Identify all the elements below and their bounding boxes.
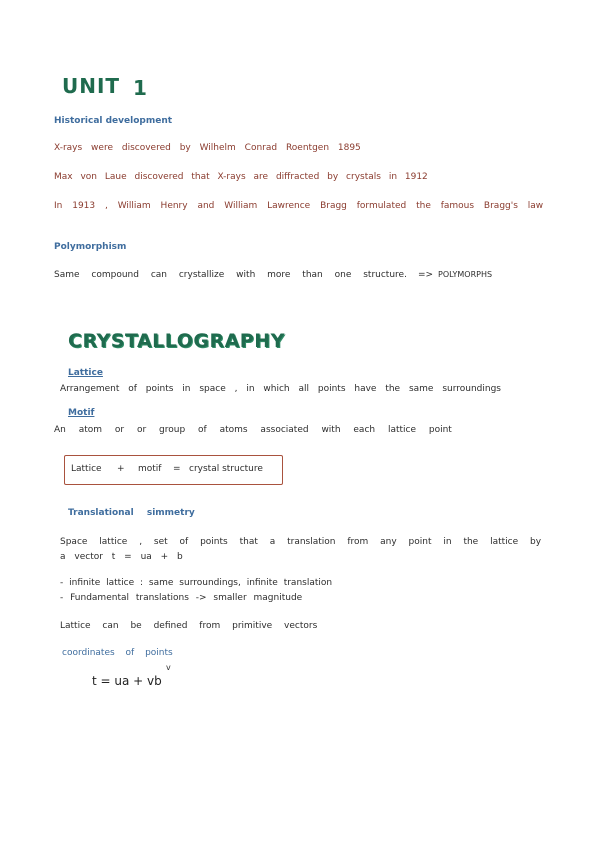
polymorphs-label: POLYMORPHS: [438, 270, 493, 279]
motif-definition: An atom or or group of atoms associated with each lattice point: [54, 425, 452, 435]
space-lattice-line-1: Space lattice , set of points that a translation from any point in the lattice by: [60, 537, 542, 547]
box-crystal-structure: crystal structure: [189, 464, 263, 474]
lattice-definition: Arrangement of points in space , in which all points have the same surroundings: [60, 384, 501, 394]
crystallography-title: CRYSTALLOGRAPHY: [68, 330, 285, 352]
lattice-heading: Lattice: [68, 368, 103, 378]
space-lattice-line-2: a vector t = ua + b: [60, 552, 183, 562]
polymorphism-line: Same compound can crystallize with more than one structure.: [54, 270, 407, 280]
fundamental-translations-line: - Fundamental translations -> smaller magnitude: [60, 593, 303, 603]
motif-heading: Motif: [68, 408, 95, 418]
coordinates-heading: coordinates of points: [62, 648, 173, 658]
box-lattice: Lattice: [71, 464, 102, 474]
polymorphism-heading: Polymorphism: [54, 242, 127, 252]
history-line-1: X-rays were discovered by Wilhelm Conrad Roentgen 1895: [54, 143, 361, 153]
unit-number: 1: [133, 76, 147, 100]
box-plus: +: [117, 464, 125, 474]
vector-formula: t = ua + vb: [92, 674, 162, 688]
history-line-2: Max von Laue discovered that X-rays are diffracted by crystals in 1912: [54, 172, 428, 182]
arrow-symbol: =>: [418, 270, 434, 280]
crystal-structure-box: [64, 455, 283, 485]
infinite-lattice-line: - infinite lattice : same surroundings, infinite translation: [60, 578, 333, 588]
translational-heading: Translational simmetry: [68, 508, 195, 518]
unit-title: UNIT: [62, 74, 121, 98]
box-equals: =: [173, 464, 181, 474]
history-line-3: In 1913 , William Henry and William Lawrence Bragg formulated the famous Bragg's law: [54, 201, 544, 211]
historical-heading: Historical development: [54, 116, 173, 126]
box-motif: motif: [138, 464, 162, 474]
primitive-vectors-line: Lattice can be defined from primitive vectors: [60, 621, 318, 631]
formula-v-annotation: v: [166, 663, 171, 672]
